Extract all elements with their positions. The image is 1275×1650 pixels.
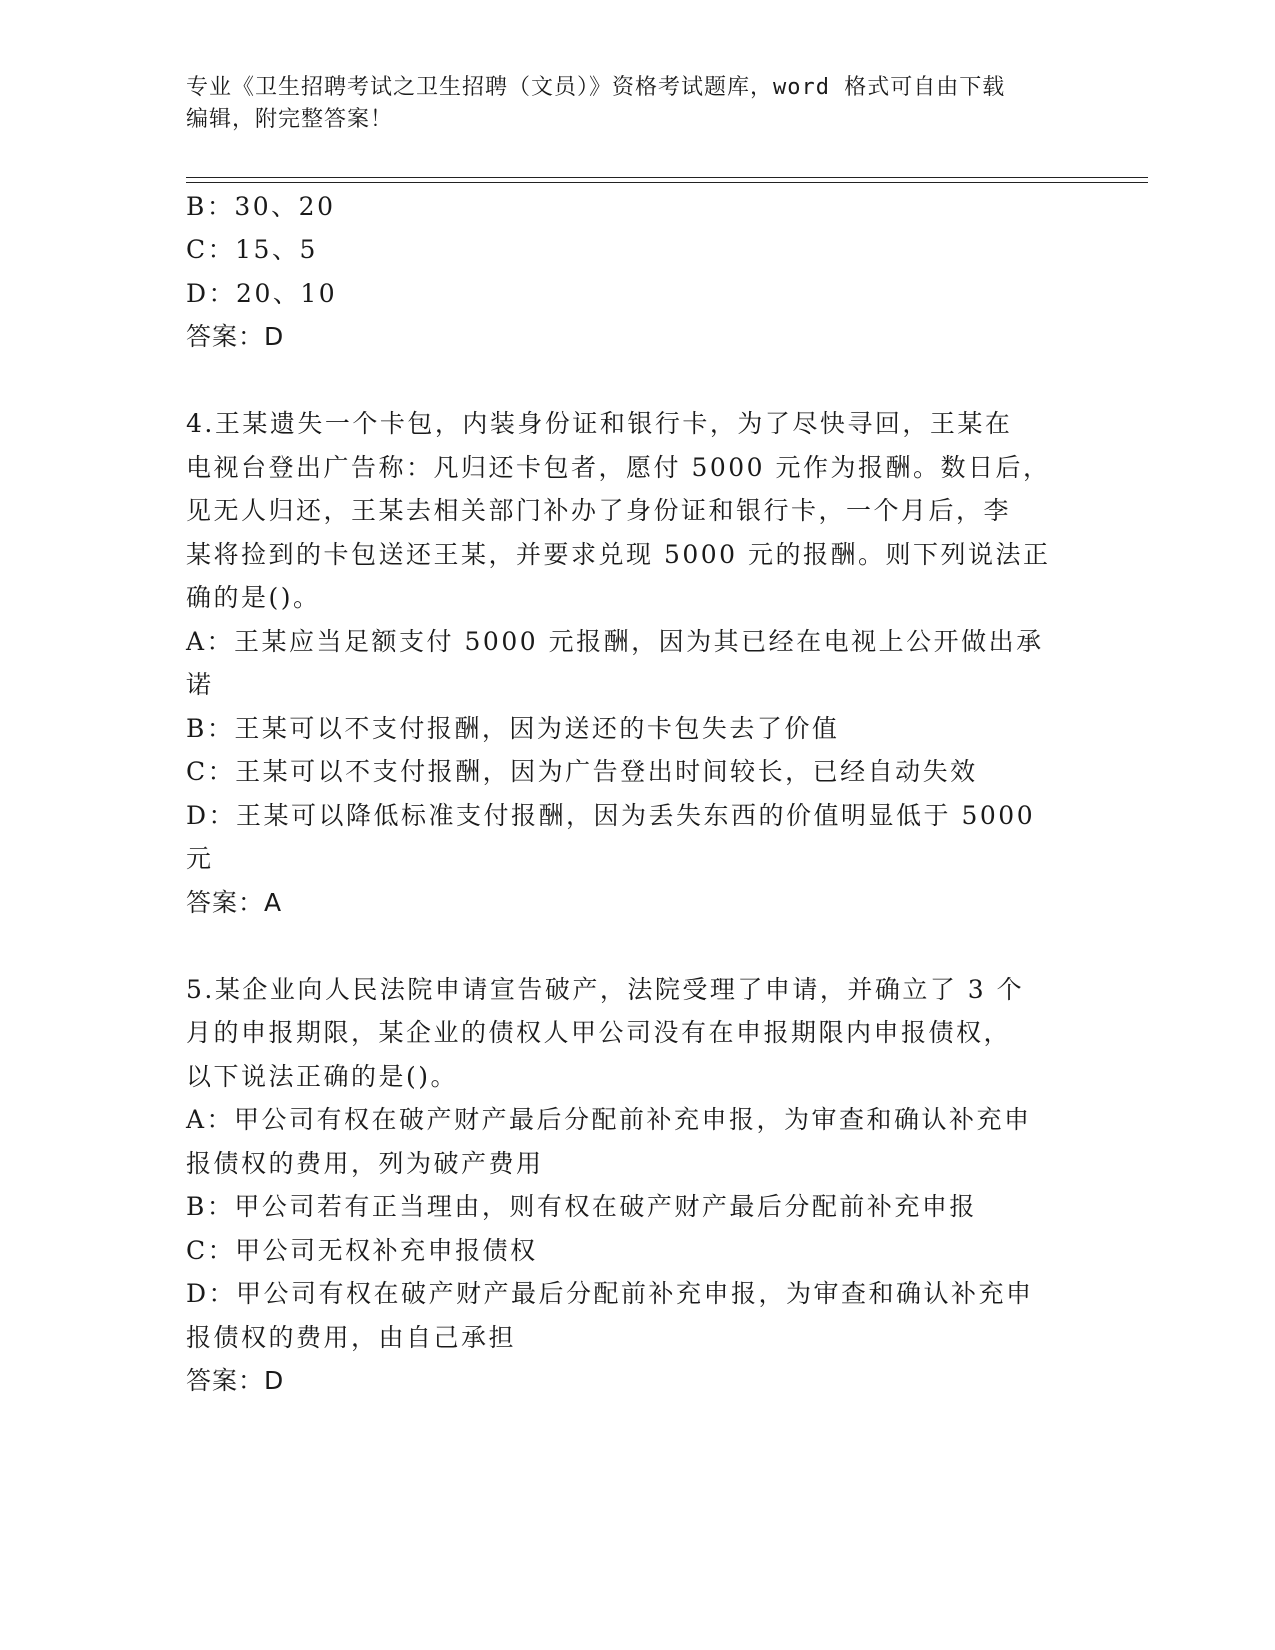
- q5-stem-line: 5.某企业向人民法院申请宣告破产，法院受理了申请，并确立了 3 个: [186, 975, 1025, 1004]
- q4-option-b: B：王某可以不支付报酬，因为送还的卡包失去了价值: [186, 714, 840, 743]
- q3-option-c: C：15、5: [186, 235, 318, 264]
- q3-option-b: B：30、20: [186, 192, 336, 221]
- q4-option-d: D：王某可以降低标准支付报酬，因为丢失东西的价值明显低于 5000: [186, 801, 1036, 830]
- q5-option-c: C：甲公司无权补充申报债权: [186, 1236, 538, 1265]
- q4-answer: 答案：A: [186, 888, 283, 917]
- q4-option-d-cont: 元: [186, 844, 214, 873]
- q5-option-d: D：甲公司有权在破产财产最后分配前补充申报，为审查和确认补充申: [186, 1279, 1034, 1308]
- q4-stem-line: 确的是()。: [186, 583, 321, 612]
- q5-option-a-cont: 报债权的费用，列为破产费用: [186, 1149, 544, 1178]
- q4-stem-line: 电视台登出广告称：凡归还卡包者，愿付 5000 元作为报酬。数日后，: [186, 453, 1051, 482]
- q4-option-a: A：王某应当足额支付 5000 元报酬，因为其已经在电视上公开做出承: [186, 627, 1044, 656]
- q5-option-d-cont: 报债权的费用，由自己承担: [186, 1323, 517, 1352]
- q5-option-a: A：甲公司有权在破产财产最后分配前补充申报，为审查和确认补充申: [186, 1105, 1032, 1134]
- q5-stem-line: 以下说法正确的是()。: [186, 1062, 459, 1091]
- header-line-1: 专业《卫生招聘考试之卫生招聘（文员）》资格考试题库，word 格式可自由下载: [186, 75, 1006, 100]
- header-line-2: 编辑，附完整答案！: [186, 107, 394, 132]
- q4-option-c: C：王某可以不支付报酬，因为广告登出时间较长，已经自动失效: [186, 757, 978, 786]
- header-divider-bottom: [186, 182, 1148, 183]
- q4-stem-line: 4.王某遗失一个卡包，内装身份证和银行卡，为了尽快寻回，王某在: [186, 409, 1013, 438]
- q5-stem-line: 月的申报期限，某企业的债权人甲公司没有在申报期限内申报债权，: [186, 1018, 1012, 1047]
- document-header: [186, 72, 1066, 136]
- q3-answer: 答案：D: [186, 322, 285, 351]
- q5-option-b: B：甲公司若有正当理由，则有权在破产财产最后分配前补充申报: [186, 1192, 977, 1221]
- header-divider-top: [186, 177, 1148, 178]
- q4-option-a-cont: 诺: [186, 670, 214, 699]
- q4-stem-line: 某将捡到的卡包送还王某，并要求兑现 5000 元的报酬。则下列说法正: [186, 540, 1051, 569]
- q4-stem-line: 见无人归还，王某去相关部门补办了身份证和银行卡，一个月后，李: [186, 496, 1012, 525]
- q5-answer: 答案：D: [186, 1366, 285, 1395]
- q3-option-d: D：20、10: [186, 279, 338, 308]
